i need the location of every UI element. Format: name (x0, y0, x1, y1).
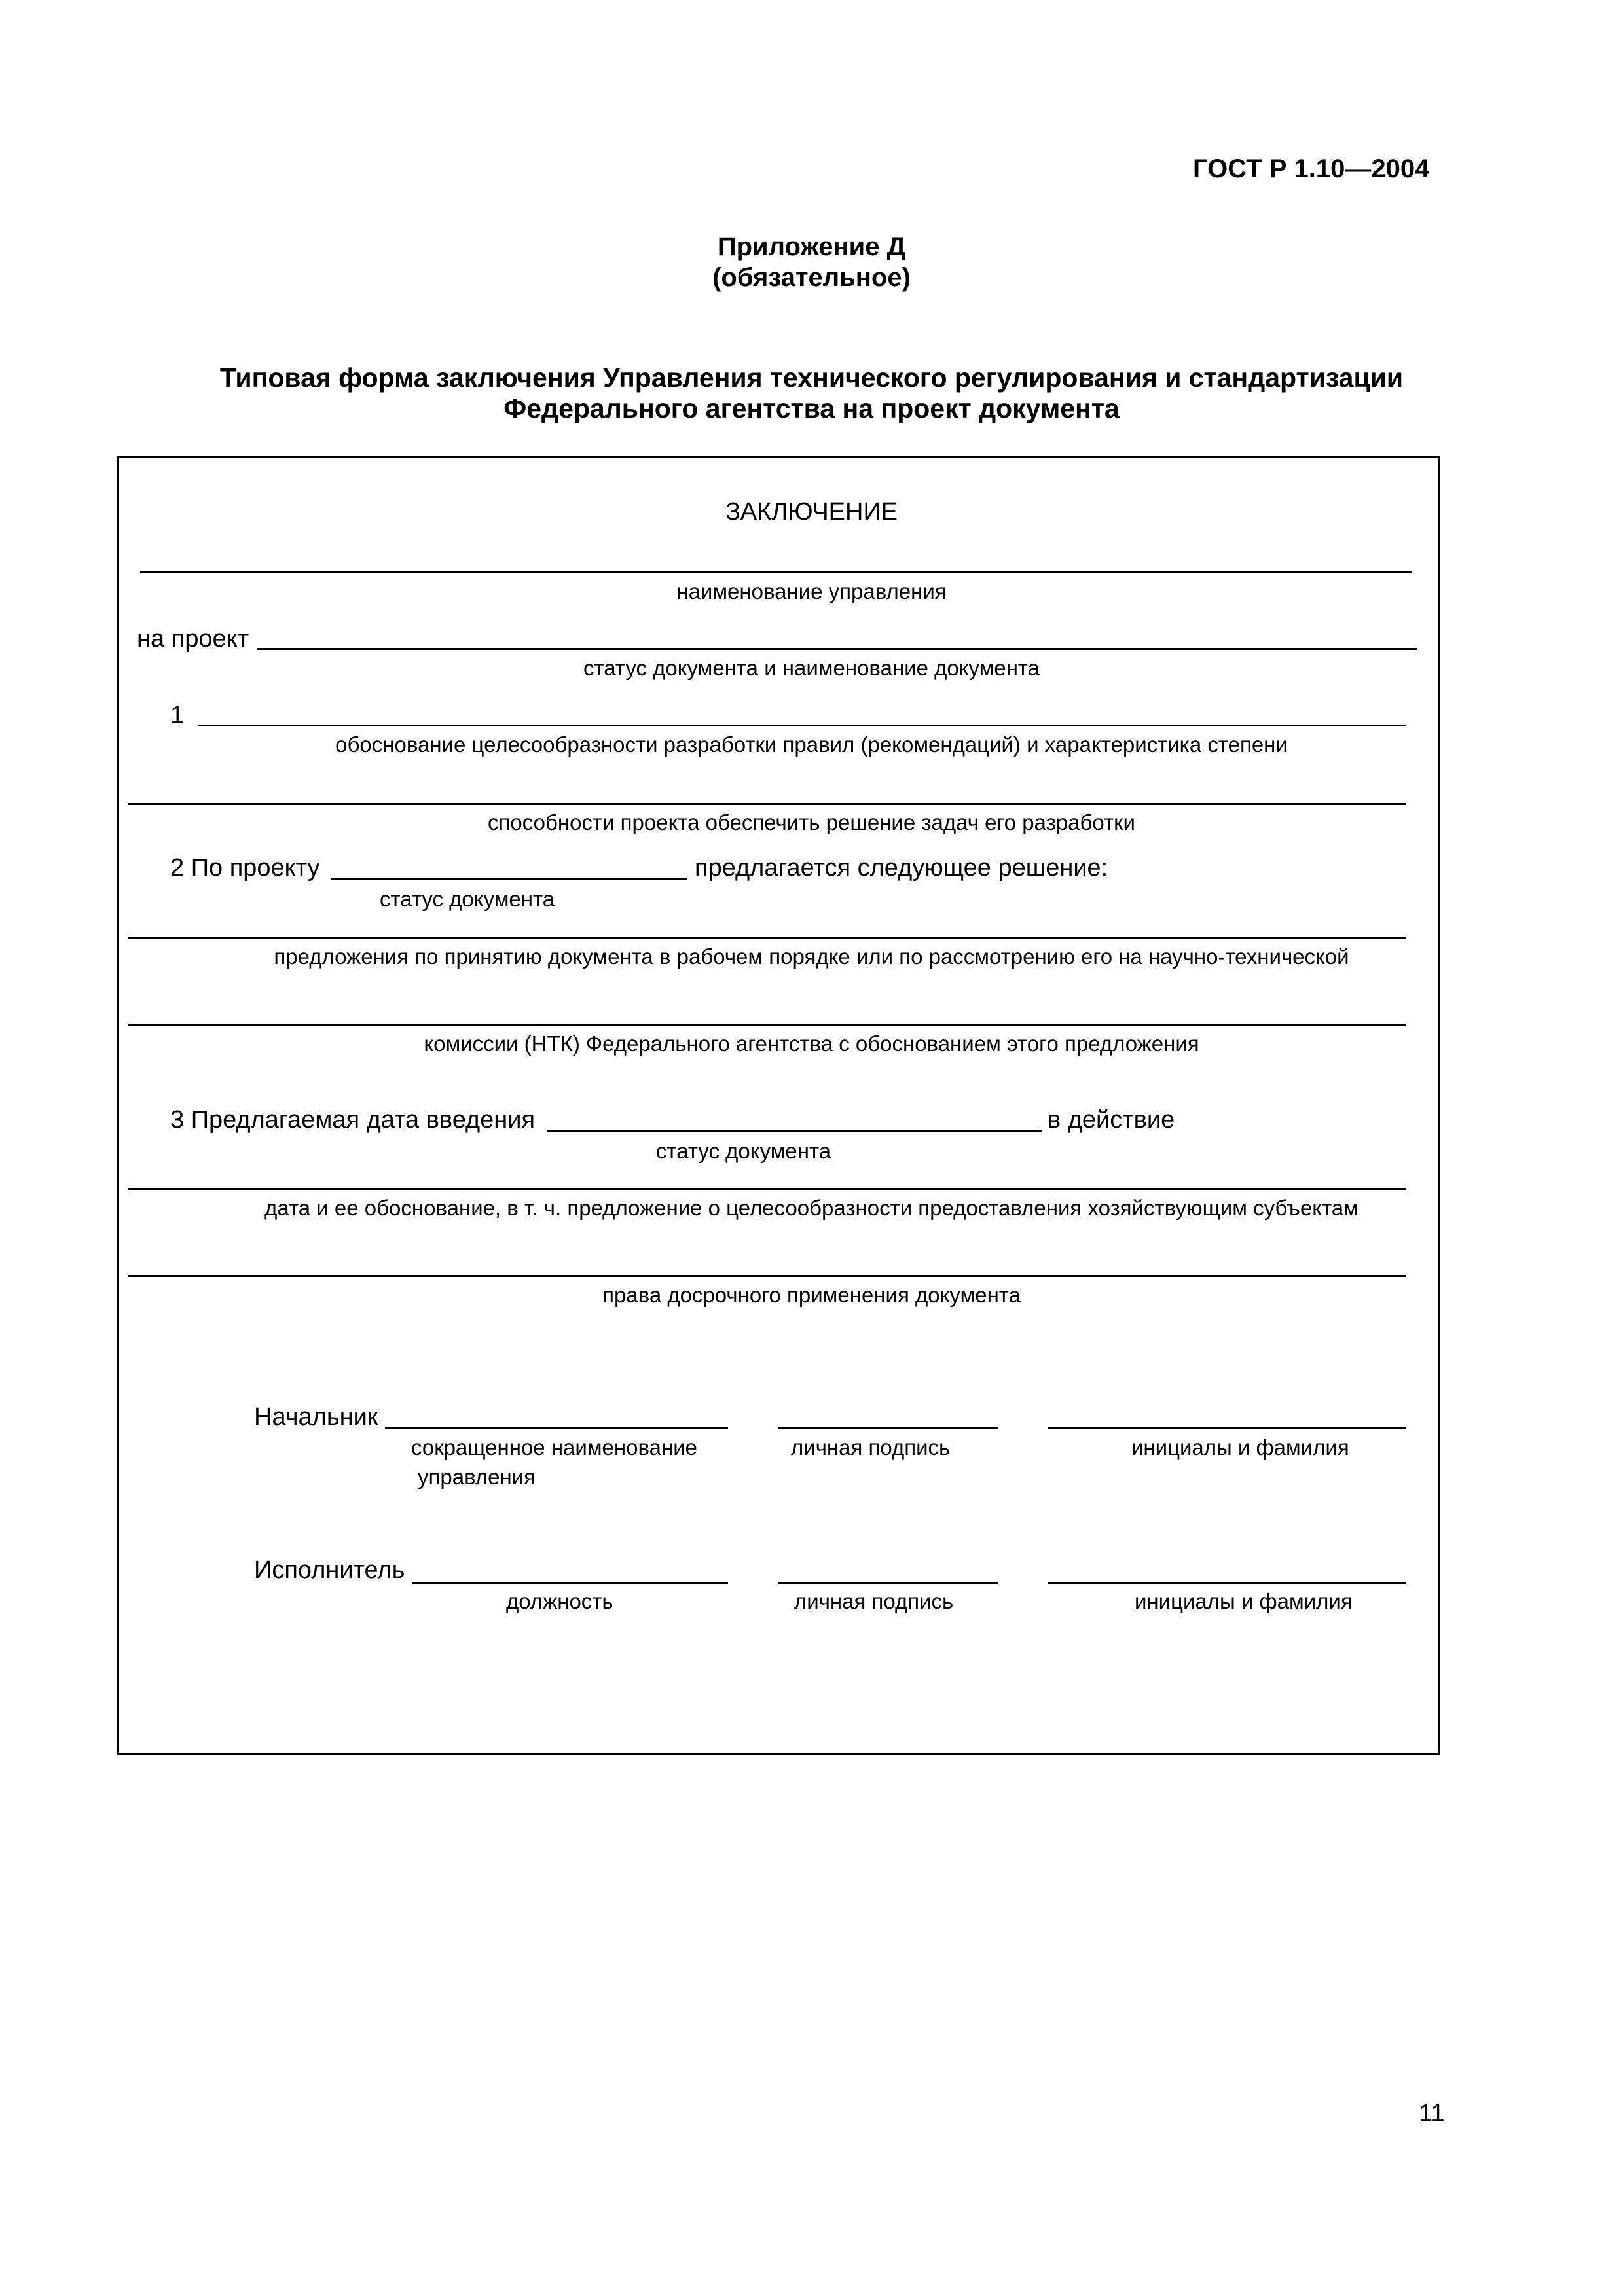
executor-name-caption: инициалы и фамилия (1135, 1589, 1353, 1613)
project-caption: статус документа и наименование документа (583, 656, 1040, 680)
item2-suffix: предлагается следующее решение: (695, 854, 1108, 882)
form-heading-line1: Типовая форма заключения Управления технического регулирования и стандартизации (219, 363, 1404, 393)
item2-caption1: предложения по принятию документа в рабочем порядке или по рассмотрению его на научно-технической (274, 944, 1349, 969)
item3-suffix: в действие (1048, 1106, 1175, 1134)
item2-prefix: 2 По проекту (170, 854, 320, 882)
item2-line1 (128, 937, 1406, 939)
item3-prefix: 3 Предлагаемая дата введения (170, 1106, 536, 1134)
item2-caption2: комиссии (НТК) Федерального агентства с обоснованием этого предложения (424, 1031, 1199, 1056)
standard-designation: ГОСТ Р 1.10—2004 (1193, 154, 1430, 183)
project-label: на проект (137, 625, 249, 653)
chief-sign-line (778, 1427, 998, 1429)
chief-label: Начальник (254, 1403, 378, 1431)
executor-sign-caption: личная подпись (794, 1589, 954, 1613)
appendix-status: (обязательное) (712, 263, 911, 292)
dept-line (140, 571, 1412, 573)
item3-line1 (128, 1188, 1406, 1190)
project-line (257, 648, 1417, 650)
item2-line2 (128, 1024, 1406, 1026)
appendix-title: Приложение Д (717, 232, 906, 261)
item1-line2 (128, 803, 1406, 805)
dept-caption: наименование управления (676, 579, 947, 603)
item2-status-line (331, 878, 687, 880)
form-title: ЗАКЛЮЧЕНИЕ (725, 498, 898, 526)
item3-status-line (547, 1130, 1042, 1132)
chief-caption2: управления (418, 1465, 536, 1489)
executor-label: Исполнитель (254, 1556, 405, 1584)
item3-caption1: дата и ее обоснование, в т. ч. предложение о целесообразности предоставления хозяйствующим субъектам (264, 1196, 1359, 1220)
page-number: 11 (1419, 2100, 1445, 2127)
form-heading-line2: Федерального агентства на проект документа (503, 393, 1120, 423)
chief-dept-line (385, 1427, 728, 1429)
chief-sign-caption: личная подпись (791, 1435, 951, 1460)
item3-status-caption: статус документа (656, 1139, 831, 1163)
item1-caption2: способности проекта обеспечить решение задач его разработки (488, 810, 1135, 834)
executor-caption: должность (506, 1589, 613, 1613)
item2-status-caption: статус документа (380, 887, 555, 911)
chief-name-caption: инициалы и фамилия (1131, 1435, 1349, 1460)
executor-sign-line (778, 1582, 998, 1584)
item1-number: 1 (170, 702, 185, 729)
executor-position-line (412, 1582, 728, 1584)
item3-caption2: права досрочного применения документа (602, 1283, 1021, 1307)
item1-line1 (198, 725, 1406, 726)
executor-name-line (1048, 1582, 1406, 1584)
item1-caption1: обоснование целесообразности разработки правил (рекомендаций) и характеристика степени (335, 732, 1288, 757)
chief-caption1: сокращенное наименование (411, 1435, 697, 1460)
chief-name-line (1048, 1427, 1406, 1429)
item3-line2 (128, 1275, 1406, 1277)
